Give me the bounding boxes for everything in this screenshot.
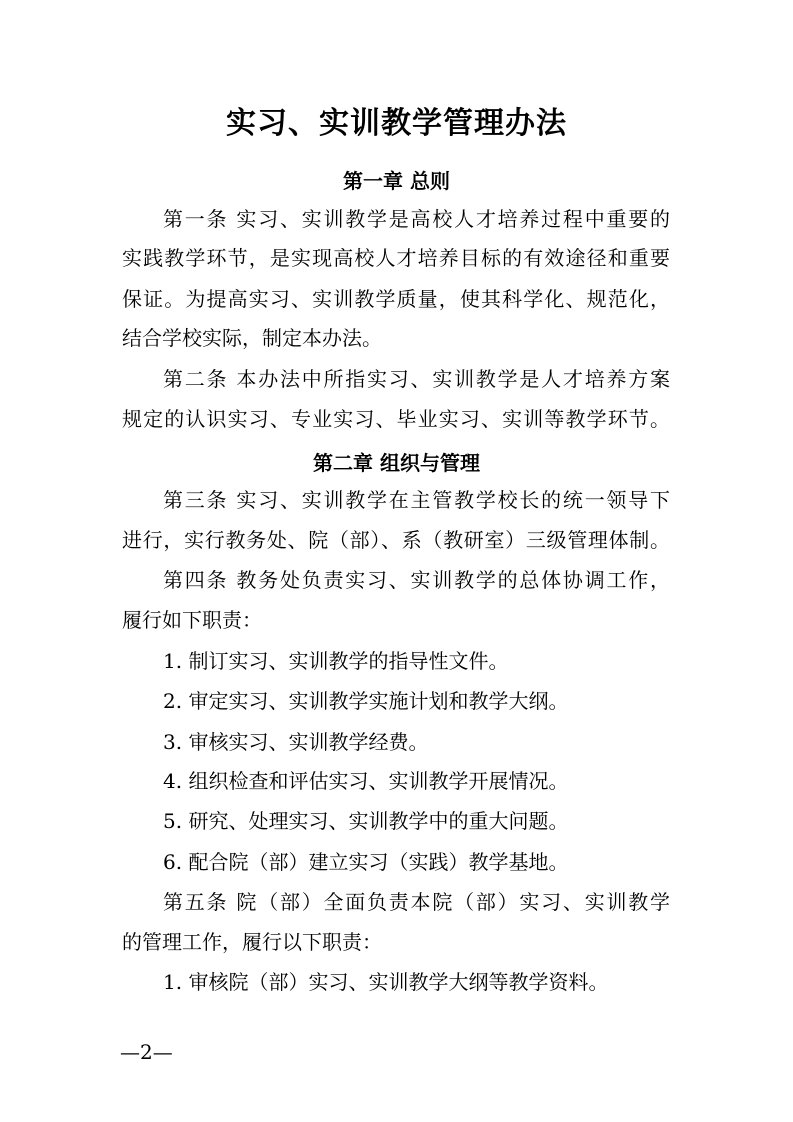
article-1-line-3: 保证。为提高实习、实训教学质量，使其科学化、规范化， <box>122 287 670 311</box>
document-title: 实习、实训教学管理办法 <box>226 106 567 141</box>
article-3-line-2: 进行，实行教务处、院（部）、系（教研室）三级管理体制。 <box>122 528 670 552</box>
article-1-line-1: 第一条 实习、实训教学是高校人才培养过程中重要的 <box>163 207 670 231</box>
article-5-line-2: 的管理工作，履行以下职责： <box>122 930 382 954</box>
article-4-line-2: 履行如下职责： <box>122 608 262 632</box>
article-4-item-2: 2. 审定实习、实训教学实施计划和教学大纲。 <box>163 689 569 713</box>
article-2-line-2: 规定的认识实习、专业实习、毕业实习、实训等教学环节。 <box>122 407 670 431</box>
article-4-line-1: 第四条 教务处负责实习、实训教学的总体协调工作， <box>163 568 670 592</box>
chapter-heading-1: 第一章 总则 <box>343 169 450 193</box>
page-number: —2— <box>120 1040 173 1064</box>
article-5-line-1: 第五条 院（部）全面负责本院（部）实习、实训教学 <box>163 890 670 914</box>
article-1-line-2: 实践教学环节，是实现高校人才培养目标的有效途径和重要 <box>122 246 670 270</box>
article-4-item-6: 6. 配合院（部）建立实习（实践）教学基地。 <box>163 850 569 874</box>
article-4-item-5: 5. 研究、处理实习、实训教学中的重大问题。 <box>163 809 569 833</box>
article-4-item-3: 3. 审核实习、实训教学经费。 <box>163 730 429 754</box>
article-4-item-1: 1. 制订实习、实训教学的指导性文件。 <box>163 649 509 673</box>
article-2-line-1: 第二条 本办法中所指实习、实训教学是人才培养方案 <box>163 367 670 391</box>
article-3-line-1: 第三条 实习、实训教学在主管教学校长的统一领导下 <box>163 488 670 512</box>
article-1-line-4: 结合学校实际，制定本办法。 <box>122 326 382 350</box>
article-4-item-4: 4. 组织检查和评估实习、实训教学开展情况。 <box>163 769 569 793</box>
article-5-item-1: 1. 审核院（部）实习、实训教学大纲等教学资料。 <box>163 970 609 994</box>
chapter-heading-2: 第二章 组织与管理 <box>313 451 480 475</box>
